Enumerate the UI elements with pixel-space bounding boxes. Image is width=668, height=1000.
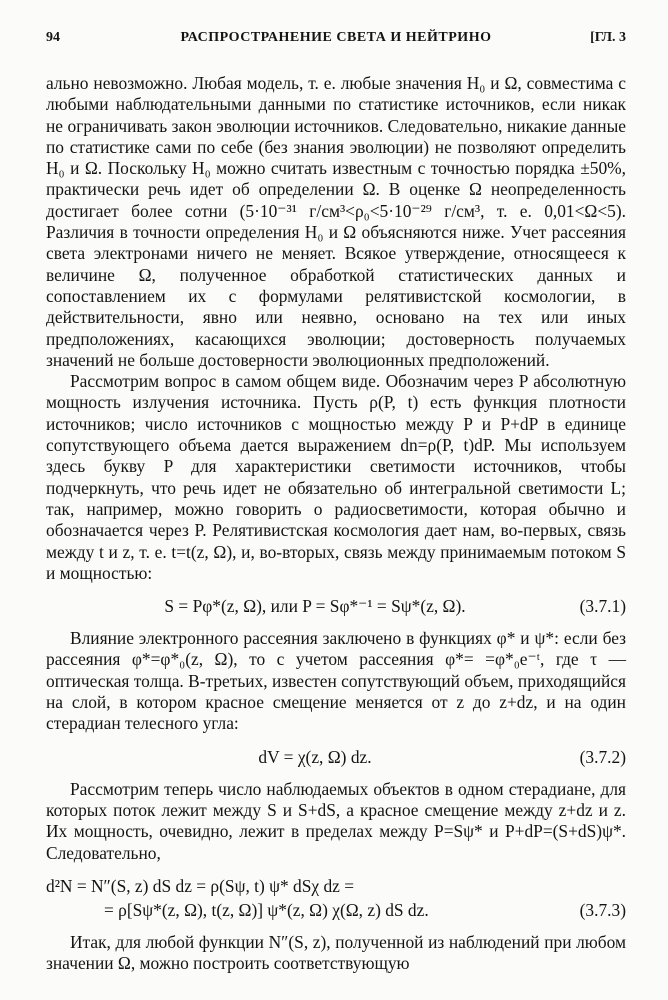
equation-label: (3.7.1) (579, 596, 626, 617)
page-body (46, 73, 626, 974)
paragraph-5: Итак, для любой функции N″(S, z), полученной из наблюдений при любом значении Ω, можно построить соответствующую (46, 931, 626, 974)
equation-expression: dV = χ(z, Ω) dz. (258, 746, 372, 767)
equation-label: (3.7.2) (579, 746, 626, 767)
equation-expression: S = Pφ*(z, Ω), или P = Sφ*⁻¹ = Sψ*(z, Ω). (164, 596, 466, 617)
paragraph-4: Рассмотрим теперь число наблюдаемых объектов в одном стерадиане, для которых поток лежит между S и S+dS, а красное смещение между z+dz и z. Их мощность, очевидно, лежит в пределах между P=Sψ* и P+dP=(S+dS)ψ*. Следовательно, (46, 778, 626, 863)
equation-label: (3.7.3) (579, 899, 626, 920)
equation-line-2: = ρ[Sψ*(z, Ω), t(z, Ω)] ψ*(z, Ω) χ(Ω, z) dS dz. (104, 899, 429, 920)
page-number: 94 (46, 30, 60, 45)
equation-3-7-3 (46, 874, 626, 922)
running-header (46, 30, 626, 52)
paragraph-3: Влияние электронного рассеяния заключено в функциях φ* и ψ*: если без рассеяния φ*=φ*₀(z, Ω), то с учетом рассеяния φ*= =φ*₀e⁻ᵗ, где τ — оптическая толща. В-третьих, известен сопутствующий объем, приходящийся на слой, в котором красное смещение меняется от z до z+dz, и на один стерадиан телесного угла: (46, 628, 626, 734)
equation-3-7-2 (46, 735, 626, 779)
running-title: РАСПРОСТРАНЕНИЕ СВЕТА И НЕЙТРИНО (180, 30, 492, 45)
paragraph-1: ально невозможно. Любая модель, т. е. любые значения H₀ и Ω, совместима с любыми наблюдательными данными по статистике источников, если никак не ограничивать закон эволюции источников. Следовательно, никакие данные по статистике сами по себе (без знания эволюции) не позволяют определить H₀ и Ω. Поскольку H₀ можно считать известным с точностью порядка ±50%, практически речь идет об определении Ω. В оценке Ω неопределенность достигает более сотни (5·10⁻³¹ г/см³<ρ₀<5·10⁻²⁹ г/см³, т. е. 0,01<Ω<5). Различия в точности определения H₀ и Ω объясняются ниже. Учет рассеяния света электронами ничего не меняет. Всякое утверждение, относящееся к величине Ω, полученное обработкой статистических данных и сопоставлением их с формулами релятивистской космологии, в действительности, явно или неявно, основано на тех или иных предположениях, касающихся эволюции; достоверность получаемых значений не больше достоверности эволюционных предположений. (46, 73, 626, 370)
paragraph-2: Рассмотрим вопрос в самом общем виде. Обозначим через P абсолютную мощность излучения источника. Пусть ρ(P, t) есть функция плотности источников; число источников с мощностью между P и P+dP в единице сопутствующего объема дается выражением dn=ρ(P, t)dP. Мы используем здесь букву P для характеристики светимости источников, чтобы подчеркнуть, что речь идет не обязательно об интегральной светимости L; так, например, можно говорить о радиосветимости, которая обычно и обозначается через P. Релятивистская космология дает нам, во-первых, связь между t и z, т. е. t=t(z, Ω), и, во-вторых, связь между принимаемым потоком S и мощностью: (46, 371, 626, 583)
equation-expression (46, 874, 564, 922)
equation-line-1: d²N = N″(S, z) dS dz = ρ(Sψ, t) ψ* dSχ dz = (46, 875, 355, 896)
chapter-marker: [ГЛ. 3 (590, 30, 626, 45)
equation-3-7-1 (46, 584, 626, 628)
